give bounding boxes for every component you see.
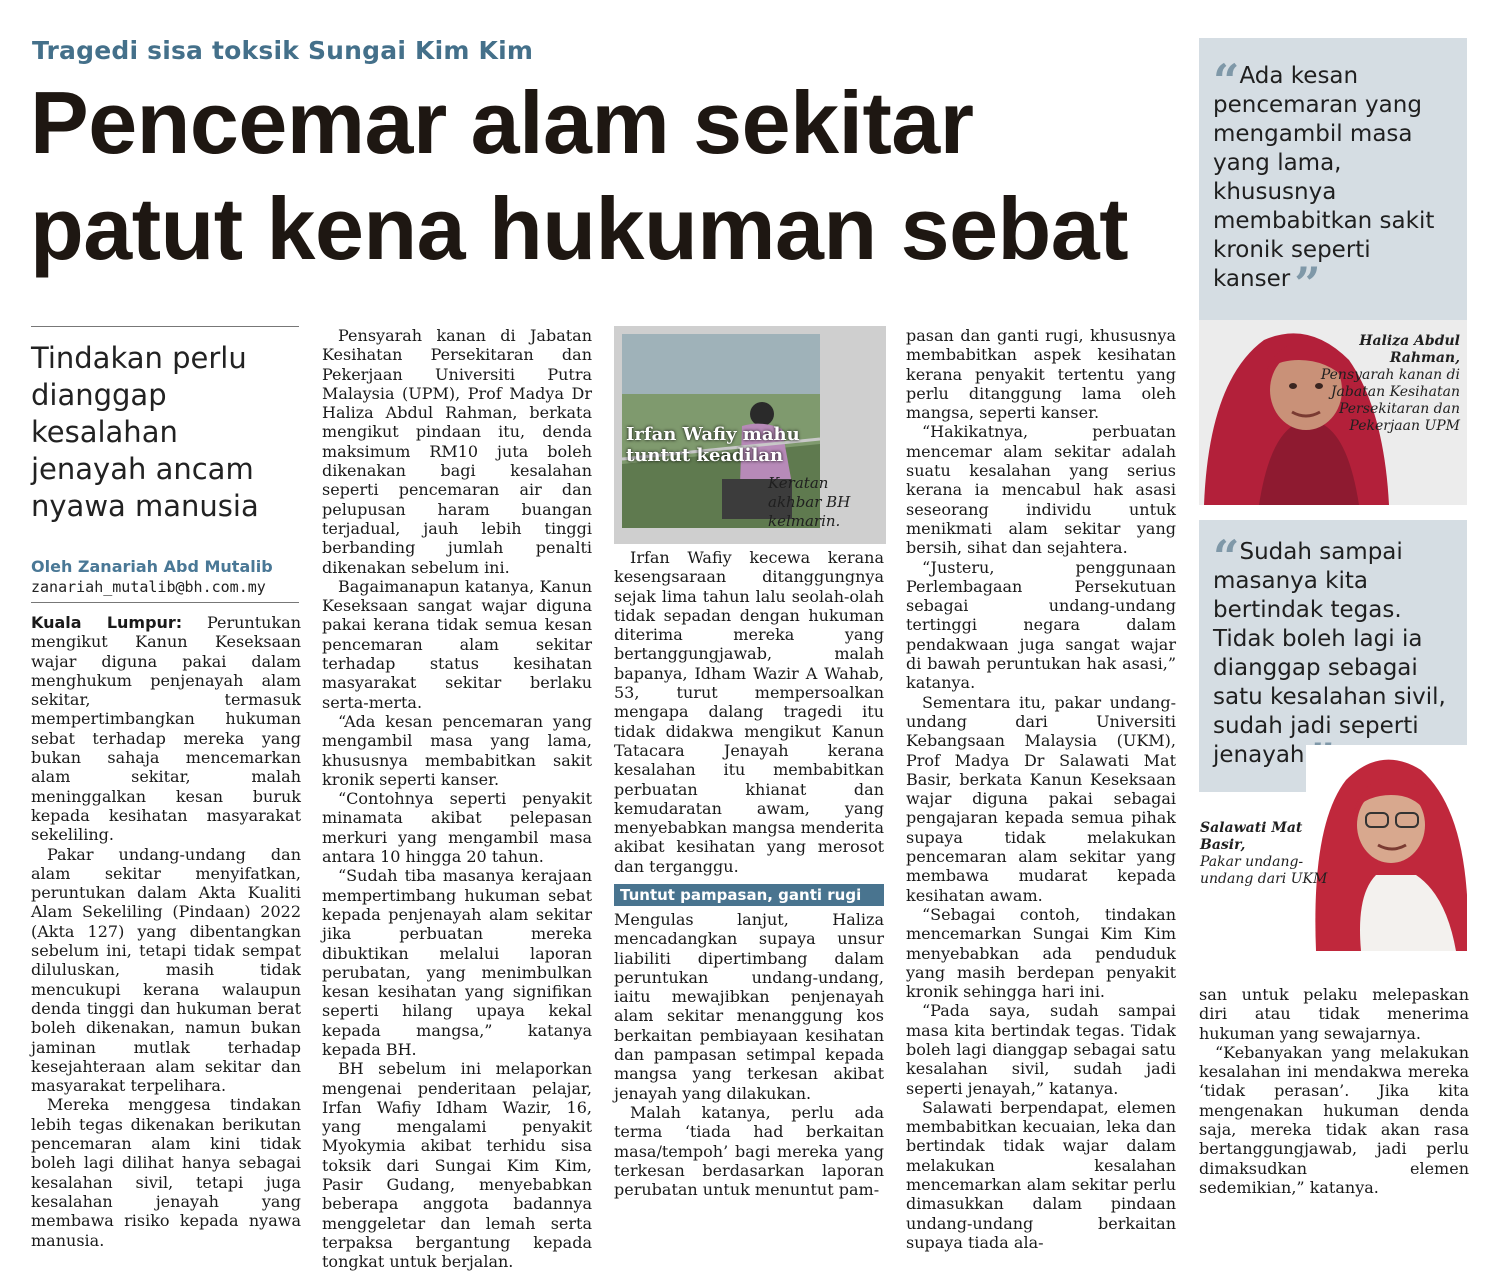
article-column-5: [1199, 985, 1469, 1197]
article-column-1: [31, 613, 301, 1250]
pullquote-haliza: [1199, 38, 1467, 320]
article-column-2: [322, 326, 592, 1272]
caption-salawati: [1200, 820, 1340, 888]
paragraph: “Ada kesan pencemaran yang mengambil masa yang lama, khususnya membabitkan sakit kronik seperti kanser.: [322, 711, 592, 789]
paragraph: Pensyarah kanan di Jabatan Kesihatan Persekitaran dan Pekerjaan Universiti Putra Malaysia (UPM), Prof Madya Dr Haliza Abdul Rahman, berkata mengikut pindaan itu, denda maksimum RM10 juta boleh dikenakan bagi kesalahan seperti pencemaran air dan pelupusan haram buangan terjadual, jauh lebih tinggi berbanding jumlah penalti dikenakan sebelum ini.: [322, 326, 592, 577]
caption-name: Salawati Mat Basir,: [1200, 820, 1303, 853]
paragraph: Malah katanya, perlu ada terma ‘tiada had berkaitan masa/tempoh’ bagi mereka yang terkesan berdasarkan laporan perubatan untuk menuntut pam-: [614, 1102, 884, 1200]
paragraph: BH sebelum ini melaporkan mengenai penderitaan pelajar, Irfan Wafiy Idham Wazir, 16, yang mengalami penyakit Myokymia akibat terhidu sisa toksik dari Sungai Kim Kim, Pasir Gudang, menyebabkan beberapa anggota badannya menggeletar dan lemah serta terpaksa bergantung kepada tongkat untuk berjalan.: [322, 1059, 592, 1272]
paragraph: “Sudah tiba masanya kerajaan mempertimbang hukuman sebat kepada penjenayah alam sekitar jika perbuatan mereka dibuktikan melalui laporan perubatan, yang menimbulkan kesan kesihatan yang signifikan seperti hilang upaya kekal kepada mangsa,” katanya kepada BH.: [322, 866, 592, 1059]
pullquote-text: Ada kesan pencemaran yang mengambil masa yang lama, khususnya membabitkan sakit kronik seperti kanser: [1213, 63, 1435, 292]
byline-email[interactable]: zanariah_mutalib@bh.com.my: [31, 578, 266, 596]
article-column-4: [906, 326, 1176, 1252]
dateline: Kuala Lumpur:: [31, 613, 183, 632]
article-headline: [30, 70, 1190, 282]
paragraph: “Pada saya, sudah sampai masa kita bertindak tegas. Tidak boleh lagi dianggap sebagai satu kesalahan sivil, sudah jadi seperti jenayah,” katanya.: [906, 1001, 1176, 1098]
close-quote-icon: ”: [1294, 257, 1321, 311]
open-quote-icon: “: [1213, 54, 1240, 108]
paragraph: “Sebagai contoh, tindakan mencemarkan Sungai Kim Kim menyebabkan ada penduduk yang masih berdepan penyakit kronik sehingga hari ini.: [906, 904, 1176, 1002]
paragraph: [31, 613, 301, 845]
paragraph: pasan dan ganti rugi, khususnya membabitkan aspek kesihatan kerana penyakit tertentu yang perlu ditanggung lama oleh mangsa, seperti kanser.: [906, 326, 1176, 423]
paragraph: Pakar undang-undang dan alam sekitar menyifatkan, peruntukan dalam Akta Kualiti Alam Sekeliling (Pindaan) 2022 (Akta 127) yang dibentangkan sebelum ini, tetapi tidak sempat diluluskan, masih tidak mencukupi kerana walaupun denda tinggi dan hukuman berat boleh dikenakan, namun bukan jaminan mutlak terhadap kesejahteraan alam sekitar dan masyarakat terpelihara.: [31, 844, 301, 1096]
headline-line-2: patut kena hukuman sebat: [30, 179, 1129, 278]
section-subhead: Tuntut pampasan, ganti rugi: [614, 884, 884, 906]
paragraph: san untuk pelaku melepaskan diri atau tidak menerima hukuman yang sewajarnya.: [1199, 985, 1469, 1043]
paragraph: Mereka menggesa tindakan lebih tegas dikenakan berikutan pencemaran alam kini tidak boleh lagi dilihat hanya sebagai kesalahan sivil, tetapi juga kesalahan jenayah yang membawa risiko kepada nyawa manusia.: [31, 1095, 301, 1250]
paragraph: Bagaimanapun katanya, Kanun Keseksaan sangat wajar diguna pakai kerana tidak semua kesan pencemaran alam sekitar terhadap status kesihatan masyarakat sekitar berlaku serta-merta.: [322, 576, 592, 712]
article-column-3: [614, 548, 884, 876]
caption-clipping: Keratan akhbar BH kelmarin.: [768, 474, 851, 530]
paragraph: “Kebanyakan yang melakukan kesalahan ini mendakwa mereka ‘tidak perasan’. Jika kita mengenakan hukuman denda saja, mereka tidak akan rasa bertanggungjawab, jadi perlu dimaksudkan elemen sedemikian,” katanya.: [1199, 1042, 1469, 1197]
paragraph: Salawati berpendapat, elemen membabitkan kecuaian, leka dan bertindak tidak wajar dalam melakukan kesalahan mencemarkan alam sekitar perlu dimasukkan dalam pindaan undang-undang berkaitan supaya tiada ala-: [906, 1097, 1176, 1252]
paragraph: Mengulas lanjut, Haliza mencadangkan supaya unsur liabiliti dipertimbang dalam peruntukan undang-undang, iaitu mewajibkan penjenayah alam sekitar menanggung kos berkaitan pembiayaan kesihatan dan pampasan setimpal kepada mangsa yang terkesan akibat jenayah yang dilakukan.: [614, 910, 884, 1103]
headline-line-1: Pencemar alam sekitar: [30, 73, 974, 172]
caption-name: Haliza Abdul Rahman,: [1359, 333, 1460, 366]
article-kicker: Tragedi sisa toksik Sungai Kim Kim: [32, 36, 534, 65]
clipping-headline: Irfan Wafiy mahu tuntut keadilan: [626, 424, 800, 466]
column-rule: [31, 602, 299, 603]
open-quote-icon: “: [1213, 530, 1240, 584]
paragraph: “Justeru, penggunaan Perlembagaan Persekutuan sebagai undang-undang tertinggi negara dalam pendakwaan juga sangat wajar di bawah peruntukan hak asasi,” katanya.: [906, 557, 1176, 693]
article-column-3-continued: [614, 910, 884, 1199]
paragraph-text: Peruntukan mengikut Kanun Keseksaan wajar diguna pakai dalam menghukum penjenayah alam sekitar, termasuk mempertimbangkan hukuman sebat terhadap mereka yang bukan sahaja mencemarkan alam sekitar, malah meninggalkan kesan buruk kepada kesihatan masyarakat sekeliling.: [31, 613, 301, 845]
byline-author: Oleh Zanariah Abd Mutalib: [31, 557, 273, 576]
caption-title: Pensyarah kanan di Jabatan Kesihatan Persekitaran dan Pekerjaan UPM: [1320, 367, 1460, 434]
article-subdeck: Tindakan perlu dianggap kesalahan jenayah ancam nyawa manusia: [31, 341, 259, 523]
paragraph: “Contohnya seperti penyakit minamata akibat pelepasan merkuri yang mengambil masa antara 10 hingga 20 tahun.: [322, 789, 592, 867]
caption-haliza: [1300, 333, 1460, 435]
pullquote-text: Sudah sampai masanya kita bertindak tegas. Tidak boleh lagi ia dianggap sebagai satu kesalahan sivil, sudah jadi seperti jenayah: [1213, 539, 1446, 768]
paragraph: “Hakikatnya, perbuatan mencemar alam sekitar adalah suatu kesalahan yang serius kerana ia mencabul hak asasi seseorang individu untuk menikmati alam sekitar yang bersih, sihat dan sejahtera.: [906, 422, 1176, 558]
paragraph: Irfan Wafiy kecewa kerana kesengsaraan ditanggungnya sejak lima tahun lalu seolah-olah tidak sepadan dengan hukuman diterima mereka yang bertanggungjawab, malah bapanya, Idham Wazir A Wahab, 53, turut mempersoalkan mengapa dalang tragedi itu tidak didakwa mengikut Kanun Tatacara Jenayah kerana kesalahan itu membabitkan perbuatan khianat dan kemudaratan awam, yang menyebabkan mangsa menderita akibat kesihatan yang merosot dan terganggu.: [614, 548, 884, 876]
column-rule: [31, 326, 299, 327]
paragraph: Sementara itu, pakar undang-undang dari Universiti Kebangsaan Malaysia (UKM), Prof Madya Dr Salawati Mat Basir, berkata Kanun Keseksaan wajar diguna pakai sebagai pengajaran kepada semua pihak supaya tidak melakukan pencemaran alam sekitar yang membawa mudarat kepada kesihatan awam.: [906, 692, 1176, 905]
caption-title: Pakar undang-undang dari UKM: [1200, 854, 1328, 887]
